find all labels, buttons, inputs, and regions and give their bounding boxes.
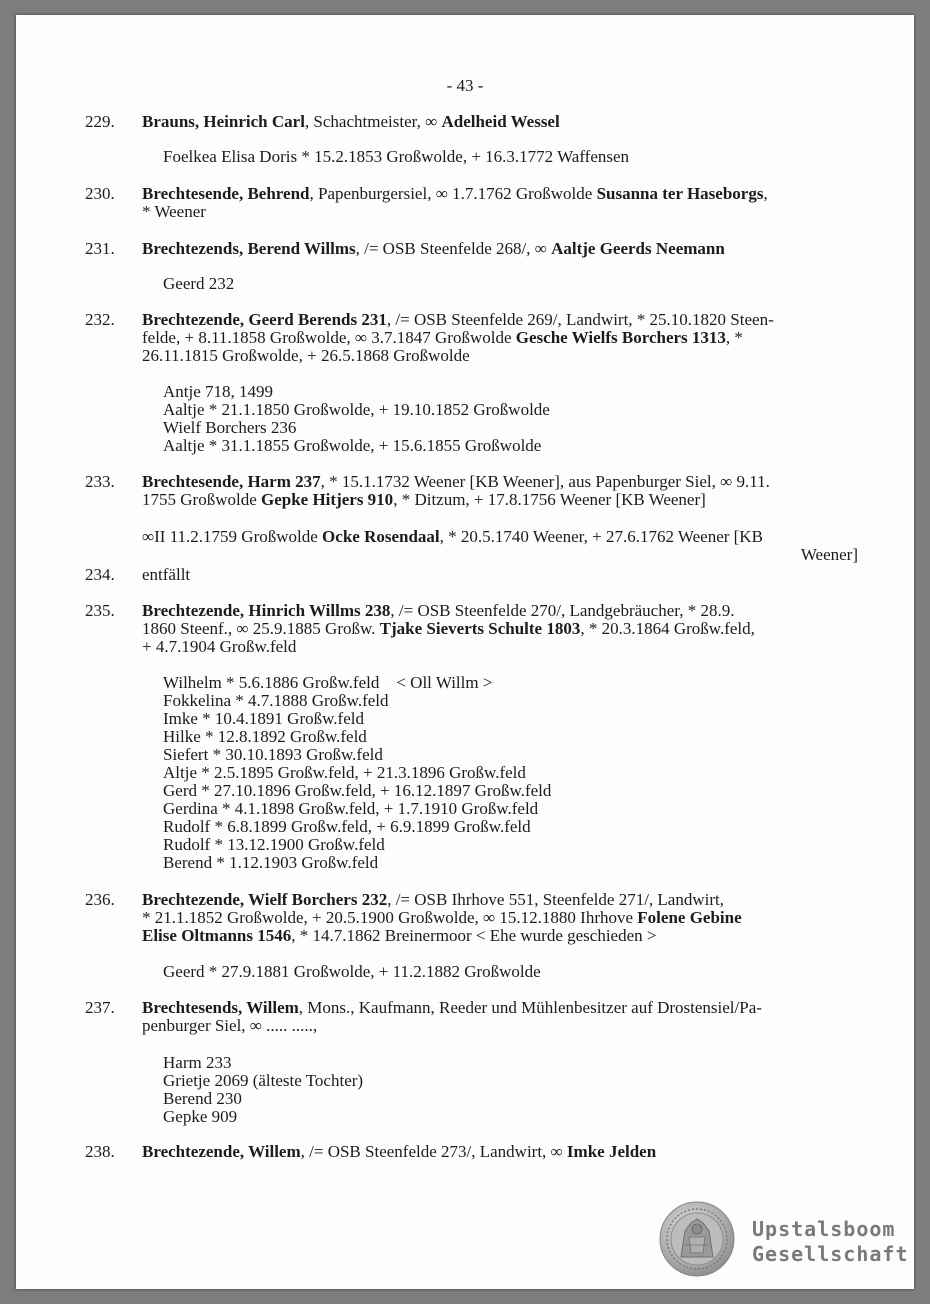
child-entry: Siefert * 30.10.1893 Großw.feld xyxy=(163,745,383,764)
entry-number: 237. xyxy=(85,998,115,1017)
entry-text xyxy=(142,185,858,221)
entry-details: , * xyxy=(725,328,743,347)
entry-details: entfällt xyxy=(142,565,191,584)
entry-details: , /= OSB Ihrhove 551, Steenfelde 271/, Landwirt, xyxy=(387,890,724,909)
child-entry: Foelkea Elisa Doris * 15.2.1853 Großwolde, + 16.3.1772 Waffensen xyxy=(163,147,630,166)
spouse-name: Elise Oltmanns 1546 xyxy=(142,926,292,945)
person-name: Brechtezende, Wielf Borchers 232 xyxy=(142,890,388,909)
entry-number: 233. xyxy=(85,472,115,491)
entry-details: , Papenburgersiel, ∞ 1.7.1762 Großwolde xyxy=(309,184,597,203)
entry-number: 232. xyxy=(85,310,115,329)
seal-icon xyxy=(659,1201,735,1277)
spouse-name: Gepke Hitjers 910 xyxy=(260,490,394,509)
child-entry: Hilke * 12.8.1892 Großw.feld xyxy=(163,727,367,746)
child-entry: Wilhelm * 5.6.1886 Großw.feld < Oll Willm > xyxy=(163,673,493,692)
child-entry: Geerd 232 xyxy=(163,274,235,293)
children-list xyxy=(163,383,858,455)
child-entry: Berend * 1.12.1903 Großw.feld xyxy=(163,853,379,872)
entry-details: , Schachtmeister, ∞ xyxy=(304,112,442,131)
child-entry: Fokkelina * 4.7.1888 Großw.feld xyxy=(163,691,389,710)
child-entry: Berend 230 xyxy=(163,1089,242,1108)
person-name: Brechtesende, Behrend xyxy=(142,184,310,203)
child-entry: Imke * 10.4.1891 Großw.feld xyxy=(163,709,364,728)
spouse-name: Gesche Wielfs Borchers 1313 xyxy=(515,328,726,347)
punctuation: , xyxy=(763,184,768,203)
entry-details: 26.11.1815 Großwolde, + 26.5.1868 Großwolde xyxy=(142,346,470,365)
children-list xyxy=(163,1054,858,1126)
entry-details: , * Ditzum, + 17.8.1756 Weener [KB Weener] xyxy=(393,490,706,509)
entry-details: , * 15.1.1732 Weener [KB Weener], aus Papenburger Siel, ∞ 9.11. xyxy=(320,472,770,491)
entry-details: , * 14.7.1862 Breinermoor < Ehe wurde geschieden > xyxy=(291,926,657,945)
child-entry: Gepke 909 xyxy=(163,1107,238,1126)
entry-details: , /= OSB Steenfelde 269/, Landwirt, * 25.10.1820 Steen- xyxy=(386,310,774,329)
child-entry: Gerdina * 4.1.1898 Großw.feld, + 1.7.1910 Großw.feld xyxy=(163,799,539,818)
child-entry: Grietje 2069 (älteste Tochter) xyxy=(163,1071,364,1090)
entry-text xyxy=(142,602,858,656)
entry-number: 229. xyxy=(85,112,115,131)
children-list xyxy=(163,275,858,293)
entry-text xyxy=(142,566,858,584)
society-logo-text xyxy=(752,1217,909,1267)
second-marriage-text xyxy=(142,528,858,564)
children-list xyxy=(163,148,858,166)
entry-details: Weener] xyxy=(800,545,858,564)
entry-text xyxy=(142,1143,858,1161)
spouse-name: Imke Jelden xyxy=(566,1142,657,1161)
entry-number: 236. xyxy=(85,890,115,909)
person-name: Brechtezende, Hinrich Willms 238 xyxy=(142,601,391,620)
entry-details: ∞II 11.2.1759 Großwolde xyxy=(142,527,323,546)
child-entry: Geerd * 27.9.1881 Großwolde, + 11.2.1882 Großwolde xyxy=(163,962,541,981)
person-name: Brechtesends, Willem xyxy=(142,998,299,1017)
child-entry: Rudolf * 13.12.1900 Großw.feld xyxy=(163,835,385,854)
child-entry: Harm 233 xyxy=(163,1053,232,1072)
entry-number: 238. xyxy=(85,1142,115,1161)
entry-details: , * 20.3.1864 Großw.feld, xyxy=(580,619,755,638)
entry-details: , /= OSB Steenfelde 273/, Landwirt, ∞ xyxy=(300,1142,567,1161)
document-page xyxy=(16,15,914,1289)
children-list xyxy=(163,963,858,981)
entry-text xyxy=(142,999,858,1035)
person-name: Brechtezende, Geerd Berends 231 xyxy=(142,310,387,329)
child-entry: Rudolf * 6.8.1899 Großw.feld, + 6.9.1899 Großw.feld xyxy=(163,817,531,836)
entry-details: 1860 Steenf., ∞ 25.9.1885 Großw. xyxy=(142,619,380,638)
entry-text xyxy=(142,891,858,945)
spouse-name: Aaltje Geerds Neemann xyxy=(551,239,725,258)
person-name: Brechtezende, Willem xyxy=(142,1142,301,1161)
spouse-name: Susanna ter Haseborgs xyxy=(596,184,764,203)
logo-line: Upstalsboom xyxy=(752,1217,896,1241)
entry-details: , /= OSB Steenfelde 268/, ∞ xyxy=(355,239,552,258)
person-name: Brechtesende, Harm 237 xyxy=(142,472,321,491)
children-list xyxy=(163,674,858,872)
entry-details: , /= OSB Steenfelde 270/, Landgebräucher, * 28.9. xyxy=(390,601,735,620)
entry-details: * 21.1.1852 Großwolde, + 20.5.1900 Großwolde, ∞ 15.12.1880 Ihrhove xyxy=(142,908,638,927)
spouse-name: Folene Gebine xyxy=(637,908,742,927)
spouse-name: Adelheid Wessel xyxy=(441,112,560,131)
person-name: Brauns, Heinrich Carl xyxy=(142,112,305,131)
child-entry: Antje 718, 1499 xyxy=(163,382,274,401)
entry-number: 235. xyxy=(85,601,115,620)
child-entry: Aaltje * 21.1.1850 Großwolde, + 19.10.1852 Großwolde xyxy=(163,400,550,419)
child-entry: Gerd * 27.10.1896 Großw.feld, + 16.12.1897 Großw.feld xyxy=(163,781,552,800)
entry-number: 230. xyxy=(85,184,115,203)
entry-details: felde, + 8.11.1858 Großwolde, ∞ 3.7.1847 Großwolde xyxy=(142,328,516,347)
entry-text xyxy=(142,113,858,131)
person-name: Brechtezends, Berend Willms xyxy=(142,239,356,258)
entry-number: 234. xyxy=(85,565,115,584)
entry-details: , * 20.5.1740 Weener, + 27.6.1762 Weener [KB xyxy=(439,527,763,546)
page-number: - 43 - xyxy=(446,76,484,95)
spouse-name: Ocke Rosendaal xyxy=(322,527,440,546)
entry-text xyxy=(142,240,858,258)
spouse-name: Tjake Sieverts Schulte 1803 xyxy=(379,619,581,638)
entry-details: * Weener xyxy=(142,202,206,221)
entry-details: + 4.7.1904 Großw.feld xyxy=(142,637,297,656)
entry-text xyxy=(142,473,858,509)
entry-details: 1755 Großwolde xyxy=(142,490,261,509)
entry-number: 231. xyxy=(85,239,115,258)
child-entry: Wielf Borchers 236 xyxy=(163,418,297,437)
entry-text xyxy=(142,311,858,365)
entry-details: penburger Siel, ∞ ..... ....., xyxy=(142,1016,318,1035)
child-entry: Aaltje * 31.1.1855 Großwolde, + 15.6.1855 Großwolde xyxy=(163,436,542,455)
logo-line: Gesellschaft xyxy=(752,1242,909,1266)
child-entry: Altje * 2.5.1895 Großw.feld, + 21.3.1896 Großw.feld xyxy=(163,763,526,782)
entry-details: , Mons., Kaufmann, Reeder und Mühlenbesitzer auf Drostensiel/Pa- xyxy=(298,998,762,1017)
